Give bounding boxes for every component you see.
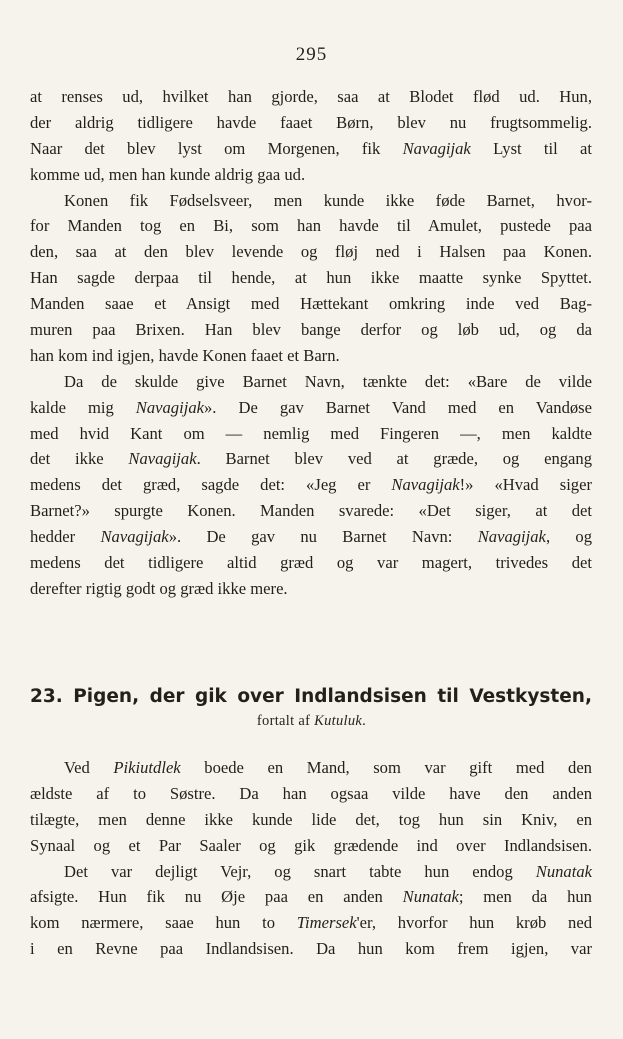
text-line: Han sagde derpaa til hende, at hun ikke maatte synke Spyttet. — [30, 268, 592, 288]
text-line: Det var dejligt Vejr, og snart tabte hun endog Nunatak — [64, 861, 592, 881]
text-line: medens det tidligere altid græd og var magert, trivedes det — [30, 553, 592, 573]
text-line: han kom ind igjen, havde Konen faaet et Barn. — [30, 345, 340, 365]
text-line: kalde mig Navagijak». De gav Barnet Vand med en Vandøse — [30, 397, 593, 417]
text-line: muren paa Brixen. Han blev bange derfor og løb ud, og da — [30, 320, 592, 340]
text-line: i en Revne paa Indlandsisen. Da hun kom frem igjen, var — [30, 939, 592, 959]
text-line: medens det græd, sagde det: «Jeg er Navagijak!» «Hvad siger — [30, 475, 592, 495]
section-subtitle: fortalt af Kutuluk. — [256, 713, 367, 729]
text-line: Synaal og et Par Saaler og gik grædende ind over Indlandsisen. — [30, 835, 592, 855]
text-line: komme ud, men han kunde aldrig gaa ud. — [30, 164, 306, 184]
text-line: derefter rigtig godt og græd ikke mere. — [30, 578, 288, 598]
story-text — [30, 755, 592, 962]
text-line: Naar det blev lyst om Morgenen, fik Navagijak Lyst til at — [30, 138, 592, 158]
text-line: der aldrig tidligere havde faaet Børn, blev nu frugtsommelig. — [30, 112, 592, 132]
text-line: kom nærmere, saae hun to Timersek'er, hvorfor hun krøb ned — [30, 913, 592, 933]
text-line: Da de skulde give Barnet Navn, tænkte det: «Bare de vilde — [64, 371, 592, 391]
text-line: det ikke Navagijak. Barnet blev ved at græde, og engang — [30, 449, 593, 469]
text-line: for Manden tog en Bi, som han havde til Amulet, pustede paa — [30, 216, 592, 236]
text-line: afsigte. Hun fik nu Øje paa en anden Nunatak; men da hun — [30, 887, 592, 907]
text-line: Konen fik Fødselsveer, men kunde ikke føde Barnet, hvor- — [64, 190, 592, 210]
text-line: ældste af to Søstre. Da han ogsaa vilde have den anden — [30, 783, 592, 803]
text-line: tilægte, men denne ikke kunde lide det, tog hun sin Kniv, en — [30, 809, 592, 829]
text-line: Barnet?» spurgte Konen. Manden svarede: «Det siger, at det — [30, 501, 592, 521]
page-number: 295 — [295, 44, 328, 65]
text-line: den, saa at den blev levende og fløj ned i Halsen paa Konen. — [30, 242, 592, 262]
text-line: at renses ud, hvilket han gjorde, saa at Blodet flød ud. Hun, — [30, 87, 592, 106]
text-line: hedder Navagijak». De gav nu Barnet Navn: Navagijak, og — [30, 527, 592, 547]
story-text-continued — [30, 84, 592, 602]
section-heading: 23. Pigen, der gik over Indlandsisen til Vestkysten, — [30, 686, 592, 707]
text-line: Manden saae et Ansigt med Hættekant omkring inde ved Bag- — [30, 294, 592, 314]
text-line: Ved Pikiutdlek boede en Mand, som var gift med den — [64, 758, 592, 777]
text-line: med hvid Kant om — nemlig med Fingeren —, men kaldte — [30, 423, 592, 443]
